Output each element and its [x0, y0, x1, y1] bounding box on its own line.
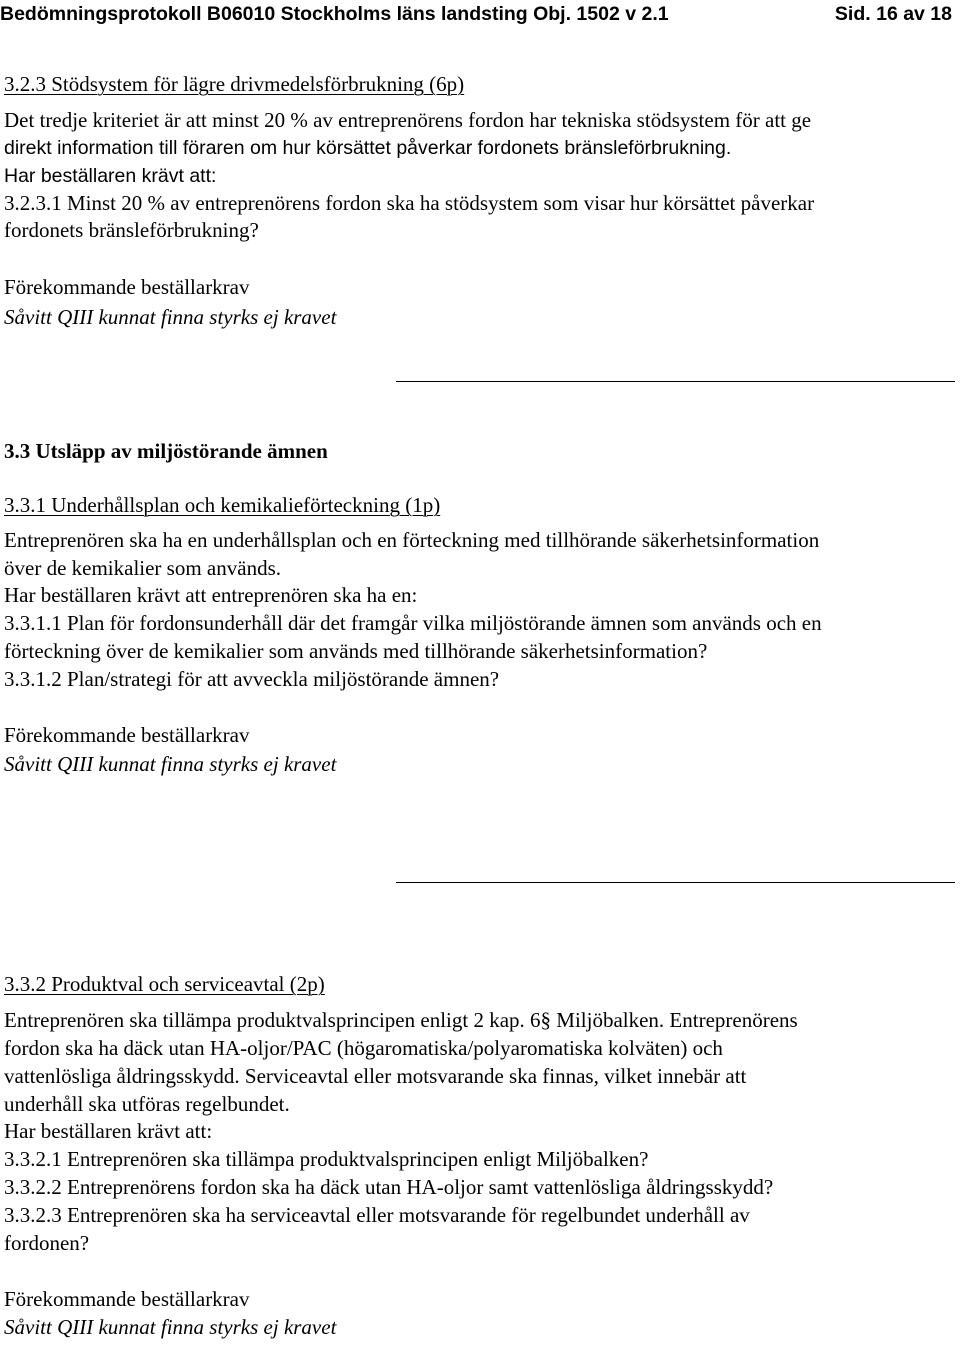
occurring-requirements-label: Förekommande beställarkrav	[4, 1287, 250, 1311]
section-3-3-1-demand-label: Har beställaren krävt att entreprenören ska ha en:	[4, 583, 418, 607]
section-3-3-2-heading: 3.3.2 Produktval och serviceavtal (2p)	[4, 972, 325, 996]
question-3-3-2-3: 3.3.2.3 Entreprenören ska ha serviceavtal eller motsvarande för regelbundet underhåll av	[4, 1203, 750, 1227]
question-3-3-1-1-cont: förteckning över de kemikalier som används med tillhörande säkerhetsinformation?	[4, 639, 708, 663]
divider-line	[396, 882, 955, 883]
section-3-3-heading: 3.3 Utsläpp av miljöstörande ämnen	[4, 439, 328, 463]
section-3-3-2-text-line: Entreprenören ska tillämpa produktvalsprincipen enligt 2 kap. 6§ Miljöbalken. Entreprenörens	[4, 1008, 798, 1032]
section-3-2-3-text-line: Det tredje kriteriet är att minst 20 % av entreprenörens fordon har tekniska stödsystem för att ge	[4, 108, 812, 132]
section-3-3-2-text-line: underhåll ska utföras regelbundet.	[4, 1092, 290, 1116]
occurring-requirements-label: Förekommande beställarkrav	[4, 275, 250, 299]
assessment-verdict: Såvitt QIII kunnat finna styrks ej kravet	[4, 305, 337, 329]
header-page-number: Sid. 16 av 18	[834, 3, 952, 25]
section-3-3-1-text-line: Entreprenören ska ha en underhållsplan och en förteckning med tillhörande säkerhetsinformation	[4, 528, 820, 552]
occurring-requirements-label: Förekommande beställarkrav	[4, 723, 250, 747]
assessment-verdict: Såvitt QIII kunnat finna styrks ej kravet	[4, 1315, 337, 1339]
question-3-3-2-3-cont: fordonen?	[4, 1231, 90, 1255]
section-3-2-3-text-line: direkt information till föraren om hur körsättet påverkar fordonets bränsleförbrukning.	[4, 137, 732, 159]
section-3-3-2-demand-label: Har beställaren krävt att:	[4, 1119, 213, 1143]
section-3-2-3-heading: 3.2.3 Stödsystem för lägre drivmedelsförbrukning (6p)	[4, 72, 465, 96]
divider-line	[396, 381, 955, 382]
question-3-3-1-2: 3.3.1.2 Plan/strategi för att avveckla miljöstörande ämnen?	[4, 667, 500, 691]
header-title: Bedömningsprotokoll B06010 Stockholms läns landsting Obj. 1502 v 2.1	[0, 3, 669, 25]
question-3-2-3-1: 3.2.3.1 Minst 20 % av entreprenörens fordon ska ha stödsystem som visar hur körsättet påverkar	[4, 191, 815, 215]
section-3-3-1-text-line: över de kemikalier som används.	[4, 556, 281, 580]
question-3-3-1-1: 3.3.1.1 Plan för fordonsunderhåll där det framgår vilka miljöstörande ämnen som används och en	[4, 611, 822, 635]
section-3-3-2-text-line: vattenlösliga åldringsskydd. Serviceavtal eller motsvarande ska finnas, vilket innebär att	[4, 1064, 747, 1088]
question-3-3-2-1: 3.3.2.1 Entreprenören ska tillämpa produktvalsprincipen enligt Miljöbalken?	[4, 1147, 649, 1171]
assessment-verdict: Såvitt QIII kunnat finna styrks ej kravet	[4, 752, 337, 776]
question-3-2-3-1-cont: fordonets bränsleförbrukning?	[4, 218, 259, 242]
question-3-3-2-2: 3.3.2.2 Entreprenörens fordon ska ha däck utan HA-oljor samt vattenlösliga åldringsskydd?	[4, 1175, 774, 1199]
section-3-2-3-demand-label: Har beställaren krävt att:	[4, 165, 217, 187]
section-3-3-1-heading: 3.3.1 Underhållsplan och kemikalieförteckning (1p)	[4, 493, 441, 517]
section-3-3-2-text-line: fordon ska ha däck utan HA-oljor/PAC (högaromatiska/polyaromatiska kolväten) och	[4, 1036, 723, 1060]
